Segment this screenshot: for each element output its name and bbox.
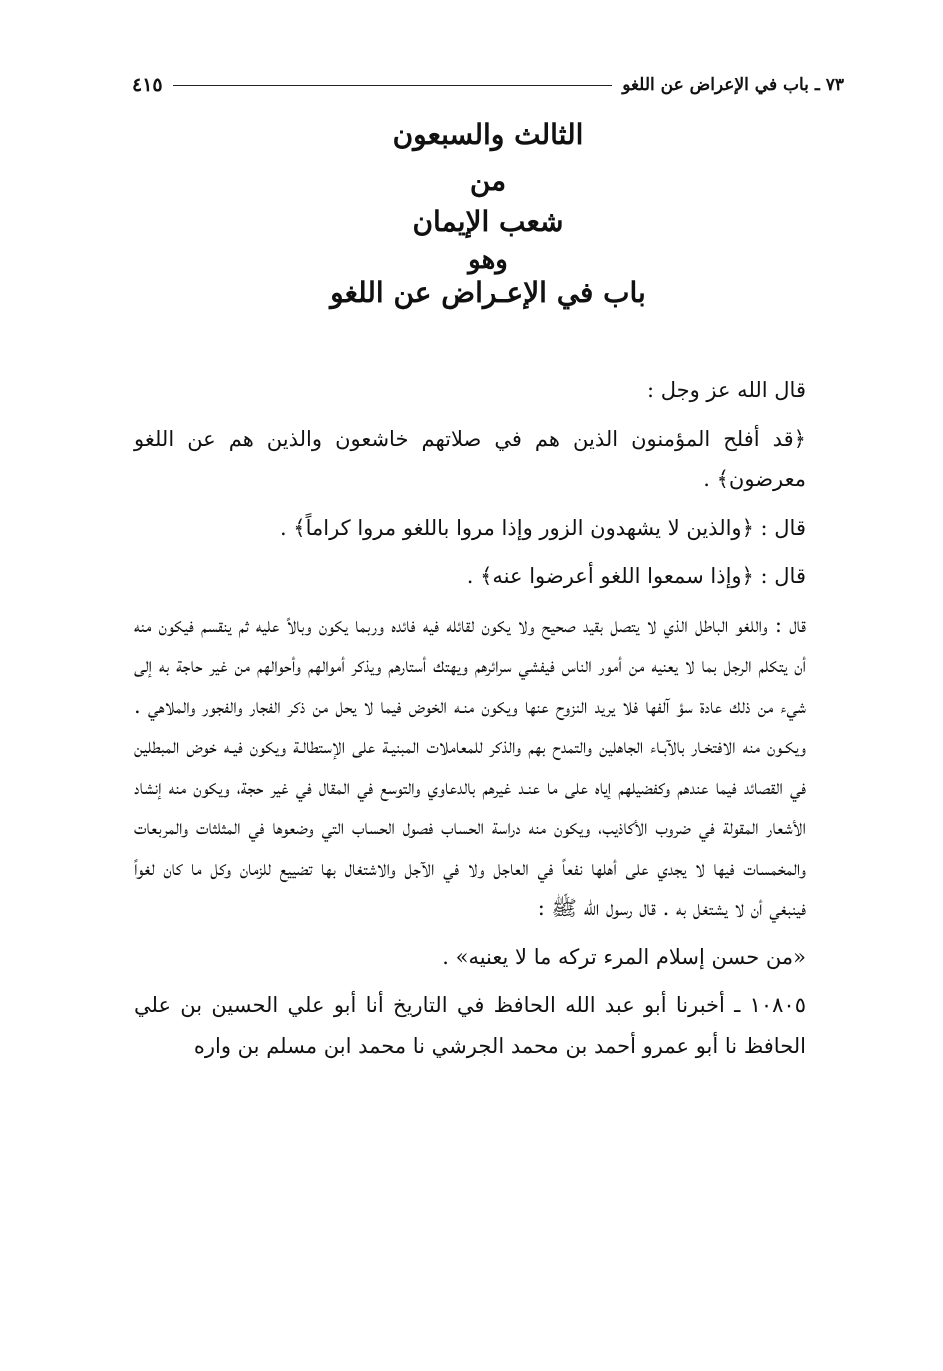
quran-verse-2: قال : ﴿والذين لا يشهدون الزور وإذا مروا باللغو مروا كراماً﴾ . — [279, 515, 806, 540]
paragraph-isnad: ١٠٨٠٥ ـ أخبرنا أبو عبد الله الحافظ في التاريخ أنا أبو علي الحسين بن علي الحافظ نا أبو عمرو أحمد بن محمد الجرشي نا محمد ابن مسلم بن واره — [134, 993, 806, 1058]
chapter-title-line-1: الثالث والسبعون — [392, 118, 584, 151]
running-header — [132, 68, 844, 102]
chapter-title-line-5: باب في الإعـراض عن اللغو — [330, 275, 646, 309]
quran-verse-3: قال : ﴿وإذا سمعوا اللغو أعرضوا عنه﴾ . — [466, 564, 806, 588]
chapter-title-line-4: وهو — [468, 244, 508, 275]
paragraph-explanation: قال : واللغو الباطل الذي لا يتصل بقيد صحيح ولا يكون لقائله فيه فائده وربما يكون وبالاً عليه ثم ينقسم فيكون منه أن يتكلم الرجل بما لا يعنيه من أمور الناس فيفشي سرائرهم ويهتك أستارهم ويذكر أموالهم وأحوالهم من غير حاجة به إلى شيء من ذلك عادة سؤ آلفها فلا يريد النزوح عنها ويكون منـه الخوض فيما لا يحل من ذكر الفجار والفجور والملاهي . ويكـون منه الافتخـار بالآبـاء الجاهلين والتمدح بهم والذكر للمعاملات المبنيـة على الإستطالـة ويكون فيـه خوض المبطلين في القصائد فيما عندهم وكفضيلهم إياه على ما عنـد غيرهم بالدعاوي والتوسع في المقال في غير حجة، ويكون منه إنشاد الأشعار المقولة في ضروب الأكاذيب، ويكون منه دراسة الحساب فصول الحساب التي وضعوها في المثلثات والمربعات والمخمسات فيها لا يجدي على أهلها نفعاً في العاجل ولا في الآجل والاشتغال بها تضييع للزمان وكل ما كان لغواً فينبغي أن لا يشتغل به . قال رسول الله ﷺ : — [134, 612, 806, 920]
quran-verse-1: ﴿قد أفلح المؤمنون الذين هم في صلاتهم خاشعون والذين هم عن اللغو معرضون﴾ . — [134, 426, 806, 491]
header-rule — [173, 85, 613, 86]
hadith-quote: «من حسن إسلام المرء تركه ما لا يعنيه» . — [442, 944, 806, 969]
paragraph-intro: قال الله عز وجل : — [646, 378, 806, 402]
chapter-title-line-2: من — [469, 163, 507, 197]
chapter-title-line-3: شعب الإيمان — [412, 205, 564, 239]
running-title: ٧٣ ـ باب في الإعراض عن اللغو — [622, 75, 844, 95]
chapter-title-block — [132, 118, 844, 310]
body-text — [134, 370, 842, 1066]
page-number: ٤١٥ — [132, 74, 163, 96]
